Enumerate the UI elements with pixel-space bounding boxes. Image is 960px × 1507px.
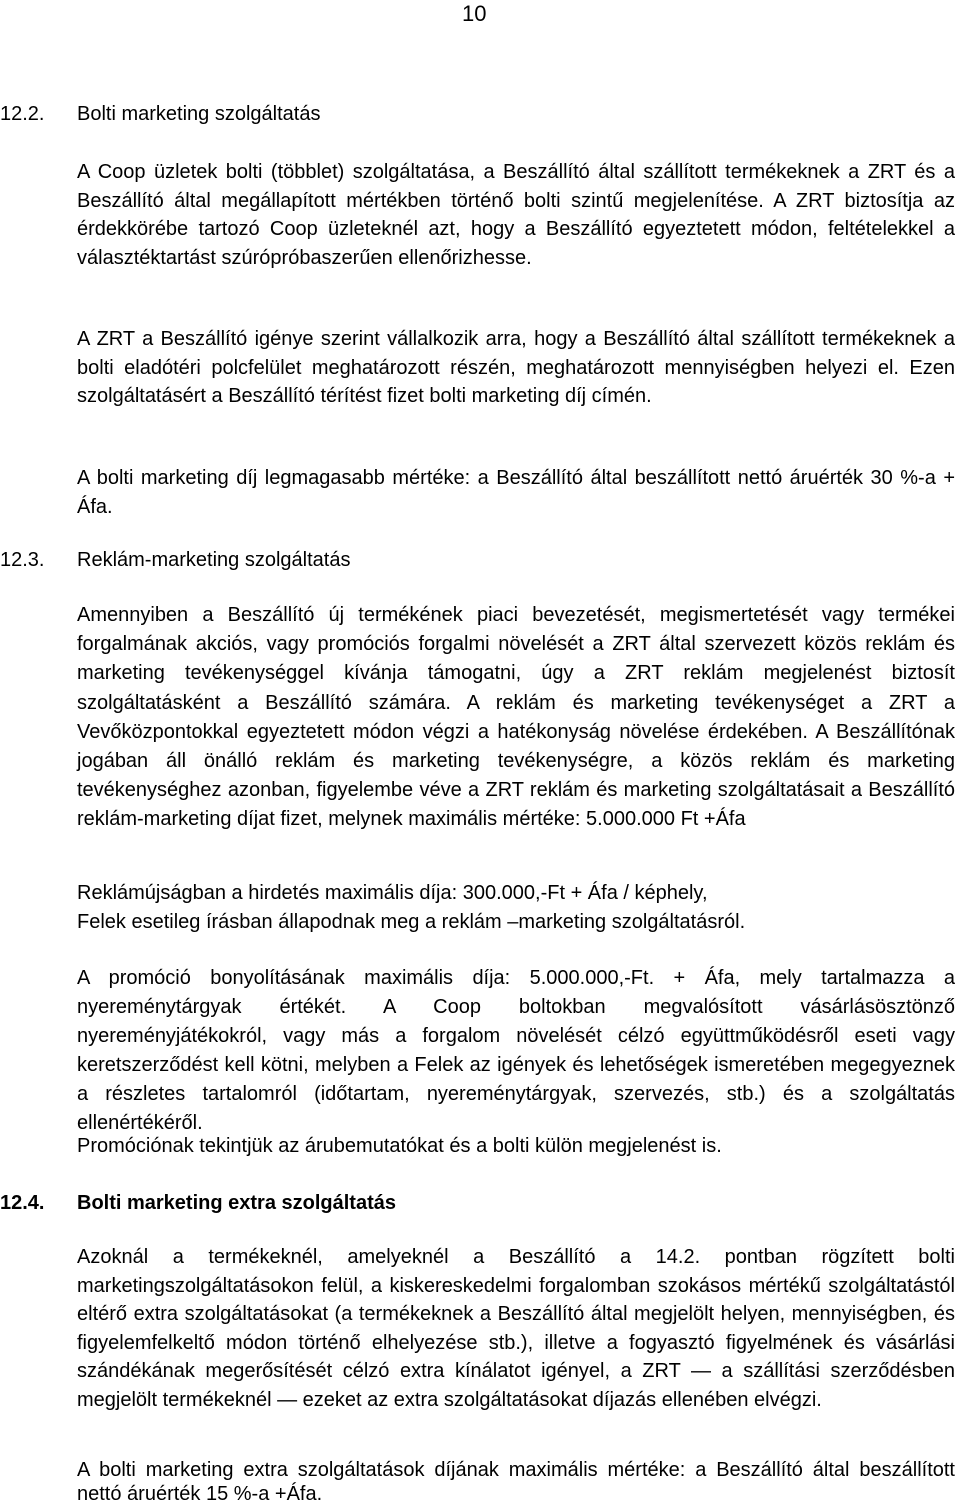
- section-number: 12.2.: [0, 103, 45, 125]
- paragraph: A ZRT a Beszállító igénye szerint vállalkozik arra, hogy a Beszállító által szállított termékeknek a bolti eladótéri polcfelület meghatározott részén, meghatározott mennyiségben helyezi el. Ezen szolgáltatásért a Beszállító térítést fizet bolti marketing díj címén.: [77, 328, 955, 407]
- paragraph: Amennyiben a Beszállító új termékének piaci bevezetését, megismertetését vagy termékei forgalmának akciós, vagy promóciós forgalmi növelését a ZRT által szervezett közös reklám és marketing tevékenységgel kívánja támogatni, úgy a ZRT reklám megjelenést biztosít szolgáltatásként a Beszállító számára. A reklám és marketing tevékenységet a ZRT a Vevőközpontokkal egyeztetett módon végzi a hatékonyság növelése érdekében. A Beszállítónak jogában áll önálló reklám és marketing tevékenységre, a közös reklám és marketing tevékenységhez azonban, figyelembe véve a ZRT reklám és marketing szolgáltatásait a Beszállító reklám-marketing díjat fizet, melynek maximális mértéke: 5.000.000 Ft +Áfa: [77, 604, 955, 831]
- paragraph: Promóciónak tekintjük az árubemutatókat és a bolti külön megjelenést is.: [77, 1135, 722, 1157]
- section-heading-12-4: [0, 1190, 960, 1216]
- paragraph: A bolti marketing extra szolgáltatások díjának maximális mértéke: a Beszállító által beszállított nettó áruérték 15 %-a +Áfa.: [77, 1459, 955, 1505]
- section-number: 12.3.: [0, 549, 45, 571]
- paragraph: A bolti marketing díj legmagasabb mértéke: a Beszállító által beszállított nettó áruérték 30 %-a + Áfa.: [77, 467, 955, 518]
- section-title: Bolti marketing szolgáltatás: [77, 103, 321, 125]
- section-title: Bolti marketing extra szolgáltatás: [77, 1192, 396, 1214]
- section-heading-12-3: [0, 547, 960, 573]
- section-heading-12-2: [0, 101, 960, 127]
- paragraph: A promóció bonyolításának maximális díja: 5.000.000,-Ft. + Áfa, mely tartalmazza a nyereménytárgyak értékét. A Coop boltokban megvalósított vásárlásösztönző nyereményjátékokról, vagy más a forgalom növelését célzó együttműködésről eseti vagy keretszerződést kell kötni, melyben a Felek az igények és lehetőségek ismeretében megegyeznek a részletes tartalomról (időtartam, nyereménytárgyak, szervezés, stb.) és a szolgáltatás ellenértékéről.: [77, 967, 955, 1134]
- section-number: 12.4.: [0, 1192, 45, 1214]
- paragraph: A Coop üzletek bolti (többlet) szolgáltatása, a Beszállító által szállított termékeknek a ZRT és a Beszállító által megállapított mértékben történő bolti szintű megjelenítése. A ZRT biztosítja az érdekkörébe tartozó Coop üzleteknél azt, hogy a Beszállító egyeztetett módon, feltételekkel a választéktartást szúrópróbaszerűen ellenőrizhesse.: [77, 161, 955, 269]
- paragraph: Felek esetileg írásban állapodnak meg a reklám –marketing szolgáltatásról.: [77, 911, 746, 933]
- section-title: Reklám-marketing szolgáltatás: [77, 549, 351, 571]
- paragraph: Azoknál a termékeknél, amelyeknél a Beszállító a 14.2. pontban rögzített bolti marketingszolgáltatásokon felül, a kiskereskedelmi forgalomban szokásos mértékű szolgáltatástól eltérő extra szolgáltatásokat (a termékeknek a Beszállító által megjelölt helyen, mennyiségben, és figyelemfelkeltő módon történő elhelyezése stb.), illetve a fogyasztó figyelmének és vásárlási szándékának megerősítését célzó extra kínálatot igényel, a ZRT — a szállítási szerződésben megjelölt termékeknél — ezeket az extra szolgáltatásokat díjazás ellenében elvégzi.: [77, 1246, 955, 1411]
- page-number: 10: [462, 1, 487, 26]
- paragraph: Reklámújságban a hirdetés maximális díja: 300.000,-Ft + Áfa / képhely,: [77, 882, 708, 904]
